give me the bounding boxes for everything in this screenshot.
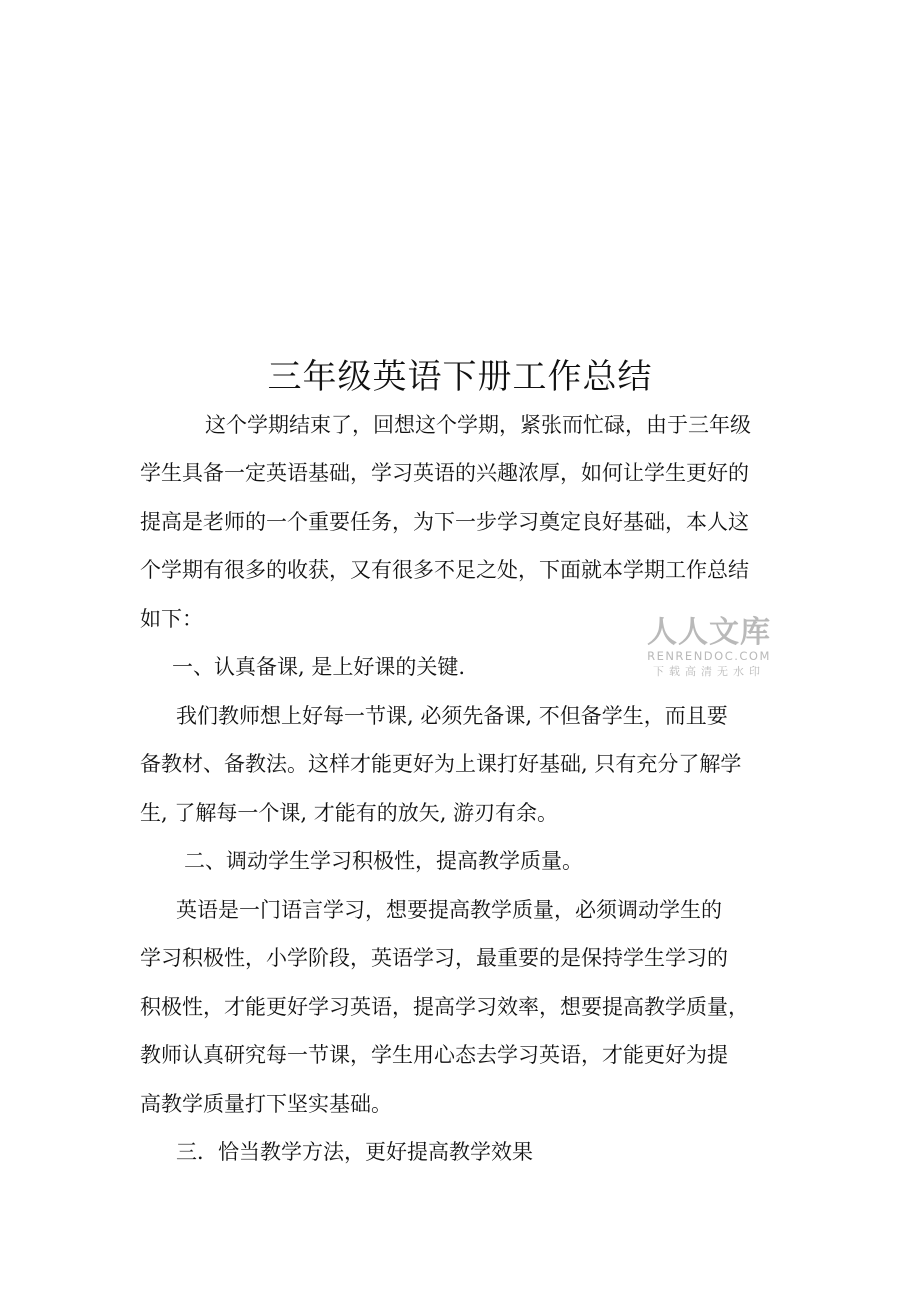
paragraph-3-line-2: 学习积极性，小学阶段，英语学习，最重要的是保持学生学习的 — [140, 946, 728, 970]
watermark-logo — [646, 615, 772, 678]
watermark-main-text: 人人文库 — [647, 615, 771, 650]
paragraph-3-line-4: 教师认真研究每一节课，学生用心态去学习英语，才能更好为提 — [140, 1043, 728, 1067]
paragraph-1-line-5: 如下： — [140, 607, 203, 631]
paragraph-3-line-5: 高教学质量打下坚实基础。 — [140, 1092, 392, 1116]
paragraph-1-line-2: 学生具备一定英语基础，学习英语的兴趣浓厚，如何让学生更好的 — [140, 461, 749, 485]
document-title: 三年级英语下册工作总结 — [267, 357, 653, 397]
paragraph-3-line-1: 英语是一门语言学习，想要提高教学质量，必须调动学生的 — [176, 898, 722, 922]
paragraph-2-line-3: 生, 了解每一个课, 才能有的放矢, 游刃有余。 — [140, 801, 559, 825]
watermark-slogan-text: 下载高清无水印 — [653, 664, 765, 678]
watermark-domain-text: RENRENDOC.COM — [647, 649, 771, 663]
section-2-heading: 二、调动学生学习积极性，提高教学质量。 — [184, 849, 583, 873]
paragraph-3-line-3: 积极性，才能更好学习英语，提高学习效率，想要提高教学质量， — [140, 995, 749, 1019]
paragraph-1-line-3: 提高是老师的一个重要任务，为下一步学习奠定良好基础，本人这 — [140, 510, 749, 534]
paragraph-2-line-1: 我们教师想上好每一节课, 必须先备课, 不但备学生，而且要 — [176, 704, 728, 728]
paragraph-1-line-1: 这个学期结束了，回想这个学期，紧张而忙碌，由于三年级 — [205, 413, 751, 437]
paragraph-1-line-4: 个学期有很多的收获，又有很多不足之处，下面就本学期工作总结 — [140, 558, 749, 582]
section-1-heading: 一、认真备课, 是上好课的关键. — [172, 655, 466, 679]
paragraph-2-line-2: 备教材、备教法。这样才能更好为上课打好基础, 只有充分了解学 — [140, 752, 742, 776]
section-3-heading: 三．恰当教学方法，更好提高教学效果 — [176, 1140, 533, 1164]
